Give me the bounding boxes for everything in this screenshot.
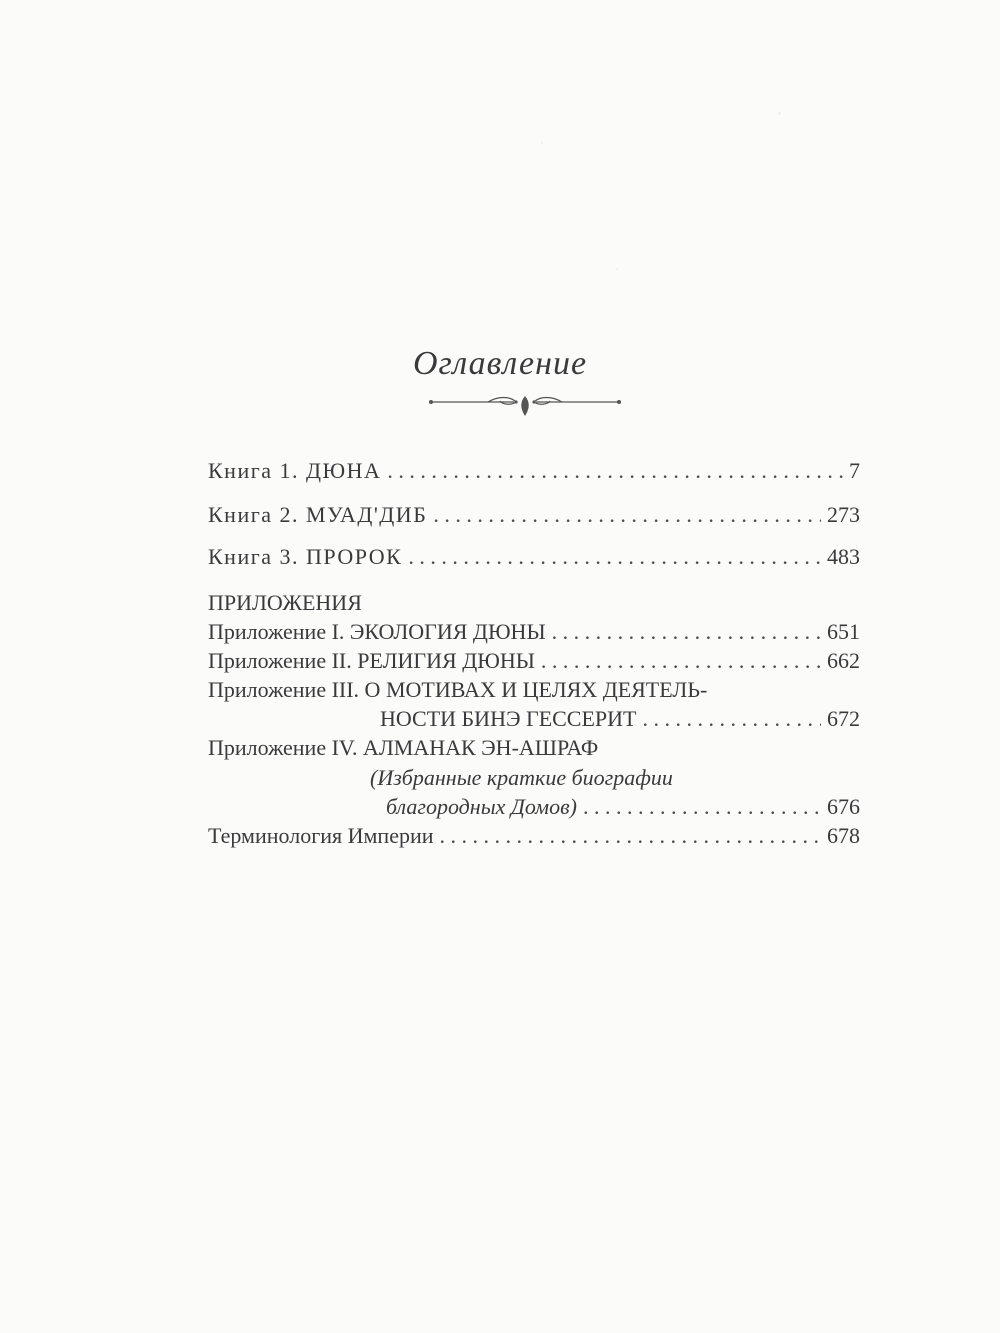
toc-title: Оглавление (412, 345, 588, 382)
toc-entry-appendix-4[interactable] (386, 794, 860, 820)
toc-entry-book-3[interactable] (208, 544, 860, 570)
leader-dots (408, 544, 821, 570)
appendix-4-subtitle: (Избранные краткие биографии (370, 765, 673, 790)
toc-page-number: 662 (827, 648, 860, 673)
leader-dots (433, 502, 821, 528)
toc-entry-appendix-3[interactable] (380, 706, 860, 732)
toc-entry-label: Терминология Империи (208, 823, 434, 848)
toc-page-number: 7 (849, 458, 860, 483)
toc-entry-appendix-2[interactable] (208, 648, 860, 674)
toc-entry-book-2[interactable] (208, 502, 860, 528)
toc-entry-book-1[interactable] (208, 458, 860, 484)
toc-entry-label: НОСТИ БИНЭ ГЕССЕРИТ (380, 706, 637, 731)
paper-mark (616, 268, 618, 270)
toc-entry-label: Книга 3. ПРОРОК (208, 544, 403, 569)
paper-mark (541, 142, 543, 144)
toc-entry-glossary[interactable] (208, 823, 860, 849)
toc-entry-label: Книга 2. МУАД'ДИБ (208, 502, 428, 527)
toc-entry-label: Приложение II. РЕЛИГИЯ ДЮНЫ (208, 648, 535, 673)
ornament-divider-icon (428, 392, 622, 420)
leader-dots (387, 458, 843, 484)
toc-entry-appendix-1[interactable] (208, 619, 860, 645)
leader-dots (642, 706, 821, 732)
toc-page-number: 273 (827, 502, 860, 527)
toc-page-number: 672 (827, 706, 860, 731)
toc-entry-label: Приложение I. ЭКОЛОГИЯ ДЮНЫ (208, 619, 546, 644)
toc-entry-appendix-4-line-1[interactable]: Приложение IV. АЛМАНАК ЭН-АШРАФ (208, 735, 599, 760)
toc-page-number: 651 (827, 619, 860, 644)
leader-dots (541, 648, 821, 674)
toc-entry-label: благородных Домов) (386, 794, 577, 819)
toc-entry-label: Книга 1. ДЮНА (208, 458, 382, 483)
toc-page-number: 678 (827, 823, 860, 848)
toc-page-number: 483 (827, 544, 860, 569)
toc-page-number: 676 (827, 794, 860, 819)
leader-dots (440, 823, 822, 849)
leader-dots (583, 794, 821, 820)
toc-entry-appendix-3-line-1[interactable]: Приложение III. О МОТИВАХ И ЦЕЛЯХ ДЕЯТЕЛЬ- (208, 677, 708, 702)
paper-mark (778, 112, 781, 115)
leader-dots (552, 619, 821, 645)
appendices-heading: ПРИЛОЖЕНИЯ (208, 590, 362, 615)
